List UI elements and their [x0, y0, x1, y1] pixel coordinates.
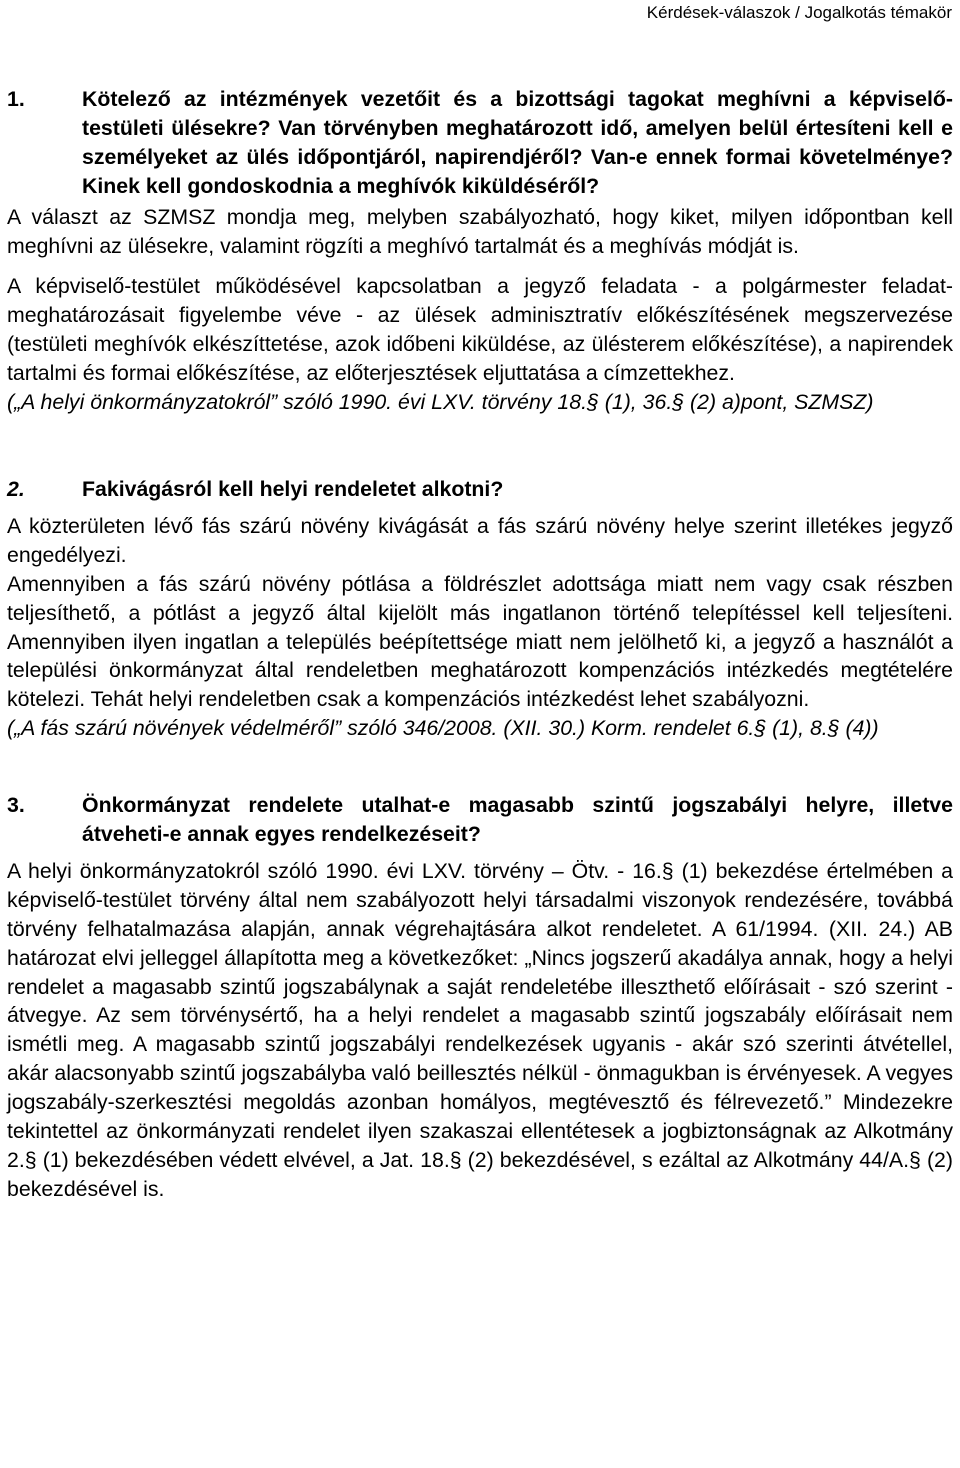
answer-paragraph: A helyi önkormányzatokról szóló 1990. évi LXV. törvény – Ötv. - 16.§ (1) bekezdése értelmében a képviselő-testület törvény által nem szabályozott helyi társadalmi viszonyok rendezésére, továbbá törvény felhatalmazása alapján, annak végrehajtására alkot rendeletet. A 61/1994. (XII. 24.) AB határozat elvi jelleggel állapította meg a következőket: „Nincs jogszerű akadálya annak, hogy a helyi rendelet a magasabb szintű jogszabálynak a saját rendeletébe illeszthető előírásait - szó szerint - átvegye. Az sem törvénysértő, ha a helyi rendelet a magasabb szintű jogszabály előírásait nem ismétli meg. A magasabb szintű jogszabályi rendelkezések ugyanis - akár szó szerinti átvétellel, akár alacsonyabb szintű jogszabályba való beillesztés nélkül - önmagukban is érvényesek. A vegyes jogszabály-szerkesztési megoldás azonban homályos, megtévesztő és félrevezető.” Mindezekre tekintettel az önkormányzati rendelet ilyen szakaszai ellentétesek a jogbiztonságnak az Alkotmány 2.§ (1) bekezdésében védett elvével, a Jat. 18.§ (2) bekezdésével, s ezáltal az Alkotmány 44/A.§ (2) bekezdésével is.	[7, 858, 953, 1201]
question-2	[7, 475, 953, 504]
legal-reference: („A fás szárú növények védelméről” szóló 346/2008. (XII. 30.) Korm. rendelet 6.§ (1), 8.§ (4))	[7, 716, 879, 741]
question-text: Fakivágásról kell helyi rendeletet alkotni?	[82, 476, 504, 501]
legal-reference: („A helyi önkormányzatokról” szóló 1990. évi LXV. törvény 18.§ (1), 36.§ (2) a)pont, SZMSZ)	[7, 390, 874, 415]
document-body	[7, 85, 953, 1204]
question-1	[7, 85, 953, 201]
answer-paragraph: Amennyiben a fás szárú növény pótlása a földrészlet adottsága miatt nem vagy csak részben teljesíthető, a pótlást a jegyző által kijelölt más ingatlanon történő telepítéssel kell teljesíteni. Amennyiben ilyen ingatlan a település beépítettsége miatt nem jelölhető ki, a jegyző a használót a települési önkormányzat által rendeletben meghatározott kompenzációs intézkedés megtételére kötelezi. Tehát helyi rendeletben csak a kompenzációs intézkedést lehet szabályozni.	[7, 571, 953, 712]
running-header: Kérdések-válaszok / Jogalkotás témakör	[646, 3, 952, 22]
question-text: Önkormányzat rendelete utalhat-e magasabb szintű jogszabályi helyre, illetve átveheti-e annak egyes rendelkezéseit?	[82, 793, 953, 847]
question-3	[7, 791, 953, 849]
answer-paragraph: A közterületen lévő fás szárú növény kivágását a fás szárú növény helye szerint illetékes jegyző engedélyezi.	[7, 513, 953, 567]
question-number: 1.	[7, 87, 25, 111]
section-gap	[7, 743, 953, 791]
answer-paragraph: A képviselő-testület működésével kapcsolatban a jegyző feladata - a polgármester feladat-meghatározásait figyelembe véve - az ülések adminisztratív előkészítésének megszervezése (testületi meghívók elkészíttetése, azok időbeni kiküldése, az ülésterem előkészítése), a napirendek tartalmi és formai előkészítése, az előterjesztések eljuttatása a címzettekhez.	[7, 274, 953, 386]
answer-paragraph: A választ az SZMSZ mondja meg, melyben szabályozható, hogy kiket, milyen időpontban kell meghívni az ülésekre, valamint rögzíti a meghívó tartalmát és a meghívás módját is.	[7, 204, 953, 258]
question-number: 3.	[7, 793, 25, 818]
question-number: 2.	[7, 476, 25, 501]
section-gap	[7, 417, 953, 475]
question-text: Kötelező az intézmények vezetőit és a bizottsági tagokat meghívni a képviselő-testületi ülésekre? Van törvényben meghatározott idő, amelyen belül értesíteni kell e személyeket az ülés időpontjáról, napirendjéről? Van-e ennek formai követelménye? Kinek kell gondoskodnia a meghívók kiküldéséről?	[82, 87, 953, 198]
